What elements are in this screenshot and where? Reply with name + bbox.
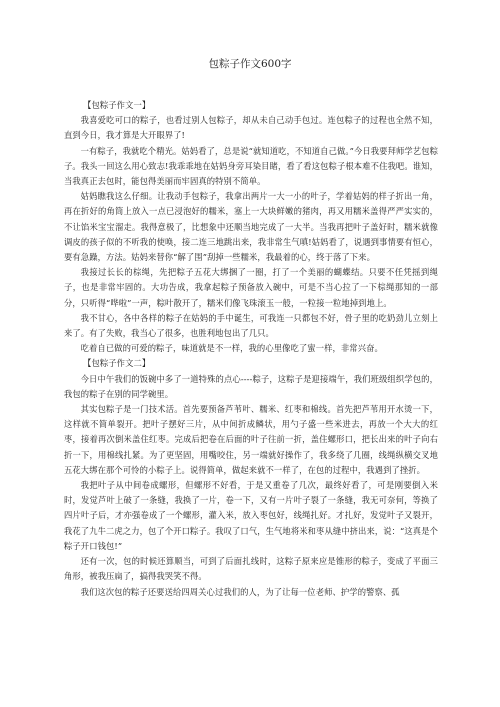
- paragraph: 我不甘心，各中各样的粽子在姑妈的手中诞生，可我连一只都包不好，骨子里的吃奶劲儿立刻上来了。有了失败，我当心了很多，也胜利地包出了几只。: [64, 312, 438, 339]
- section-heading: 【包粽子作文一】: [83, 100, 151, 110]
- paragraph: 还有一次，包的时候还算顺当，可到了后面扎线时，这粽子原来应是锥形的粽子，变成了平面三角形，被我压扁了，搞得我哭笑不得。: [64, 556, 438, 582]
- document-title: 包粽子作文600字: [208, 58, 292, 70]
- document-body: [64, 98, 438, 600]
- paragraph: 其实包粽子是一门技术活。首先要预备芦苇叶、糯米、红枣和棉线。首先把芦苇用开水烫一下，这样就不简单裂开。把叶子摆好三片，从中间折成鳞状，用勺子盛一些米进去，再放一个大大的红枣，接着再次倒米盖住红枣。完成后把卷在后面的叶子往前一折，盖住螺形口，把长出来的叶子向右折一下，用棉线扎紧。为了更坚固，用嘴咬住，另一端就好操作了，我多绕了几圈，线绳纵横交叉地五花大绑在那个可怜的小粽子上。说得简单，做起来就不一样了，在包的过程中，我遇到了挫折。: [64, 404, 438, 475]
- section-heading: 【包粽子作文二】: [83, 358, 151, 369]
- paragraph: 我们这次包的粽子还要送给四周关心过我们的人，为了让每一位老师、护学的警察、孤: [80, 586, 400, 597]
- paragraph: 姑妈瞧我这么仔细。让我动手包粽子，我拿出两片一大一小的叶子，学着姑妈的样子折出一角，再在折好的角筒上放入一点已浸泡好的糯米，塞上一大块鲜嫩的猪肉，再又用糯米盖得严严实实的，不让馅米宝宝溜走。我得意极了，比想象中还顺当地完成了一大半。当我再把叶子盖好时，糯米就像调皮的孩子似的不听我的使唤，接二连三地跳出来，我非常生气嗔!姑妈看了，说遇到事情要有恒心，要有急躁，方法。姑妈来替你“解了围”刮掉一些糯米，我最着的心，终于落了下来。: [64, 191, 438, 263]
- paragraph: 我把叶子从中间卷成螺形，但螺形不好看，于是又重卷了几次，最终好看了，可是刚要倒入米时，发觉芦叶上破了一条缝，我换了一片，卷一下，又有一片叶子裂了一条缝，我无可奈何，等换了四片叶子后，才亦强卷成了一个螺形，灌入米，放入枣包好，线绳扎好。才扎好，发觉叶子又裂开，我花了九牛二虎之力，包了个开口粽子。我叹了口气，生气地将米和枣从缝中挤出来，说：“这真是个粽子开口钱包!”: [64, 480, 438, 551]
- paragraph: 吃着自已做的可爱的粽子，味道就是不一样，我的心里像吃了蜜一样，非常兴奋。: [80, 343, 383, 354]
- paragraph: 我接过长长的棕绳，先把粽子五花大绑捆了一圈，打了一个美丽的蝴蝶结。只要不任凭摇到绳子，也是非常牢固的。大功告成，我拿起粽子预备放入碗中，可是不当心拉了一下棕绳那知的一部分，只听得“哗啦”一声，粽叶散开了，糯米们像飞珠滚玉一般，一粒接一粒地掉到地上。: [64, 267, 438, 308]
- paragraph: 一有粽子，我就吃个精光。姑妈看了，总是说“就知道吃，不知道自己做。”今日我要拜师学艺包粽子。我头一回这么用心致志!我乖乖地在姑妈身旁耳染目睹，看了看这包粽子根本难不住我吧。谁知，当我真正去包时，能包得美丽而牢固真的特别不简单。: [64, 145, 438, 187]
- paragraph: 我喜爱吃可口的粽子，也看过别人包粽子，却从未自己动手包过。连包粽子的过程也全然不知，直到今日，我才算是大开眼界了!: [64, 115, 438, 141]
- paragraph: 今日中午我们的饭碗中多了一道特殊的点心----粽子，这粽子是迎接端午，我们班级组织学包的，我包的粽子在别的同学碗里。: [64, 373, 438, 399]
